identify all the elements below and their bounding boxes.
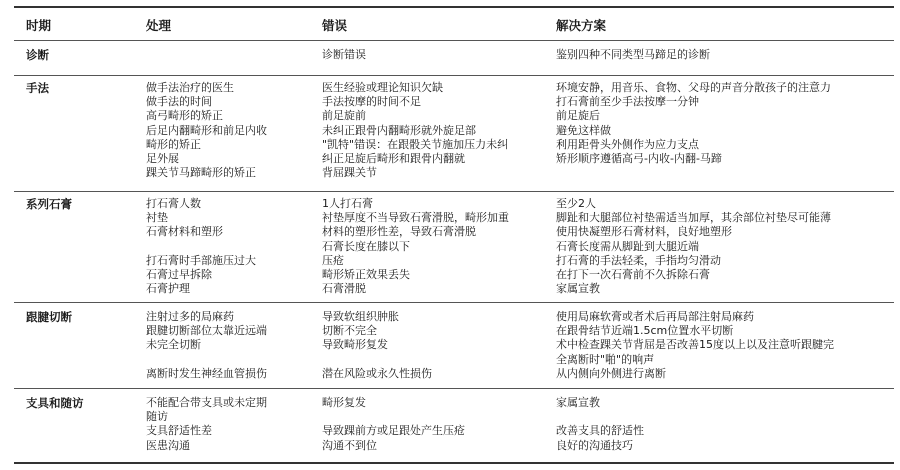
error-line: 1人打石膏 [322, 197, 373, 210]
error-line: 纠正足旋后畸形和跟骨内翻就 [322, 152, 465, 166]
error-line: 手法按摩的时间不足 [322, 95, 421, 109]
error-line: 前足旋前 [322, 109, 366, 123]
error-line: 畸形复发 [322, 396, 366, 409]
solution-line: 打石膏的手法轻柔，手指均匀滑动 [556, 253, 721, 267]
header-errors: 错误 [322, 18, 348, 33]
solution-line: 家属宣教 [556, 282, 600, 296]
treatment-line [146, 240, 322, 254]
solution-line: 术中检查踝关节背屈是否改善15度以上以及注意听跟腱完 [556, 338, 834, 352]
solution-line: 改善支具的舒适性 [556, 424, 644, 438]
solution-line [556, 410, 894, 424]
error-line: 材料的塑形性差，导致石膏滑脱 [322, 225, 476, 239]
bottom-rule [14, 462, 894, 464]
solutions-cell [556, 81, 894, 166]
error-line: 背屈踝关节 [322, 166, 377, 180]
error-line: 导致畸形复发 [322, 338, 388, 352]
error-line: 导致踝前方或足跟处产生压疮 [322, 424, 465, 438]
treatment-line: 跟腱切断部位太靠近远端 [146, 324, 267, 338]
table-row [14, 310, 894, 386]
error-line: 衬垫厚度不当导致石膏滑脱，畸形加重 [322, 211, 509, 225]
treatment-line: 衬垫 [146, 211, 168, 225]
treatment-line: 离断时发生神经血管损伤 [146, 366, 267, 380]
treatment-line: 注射过多的局麻药 [146, 310, 234, 323]
error-line: 导致软组织肿胀 [322, 310, 399, 323]
solution-line: 使用快凝塑形石膏材料，良好地塑形 [556, 225, 732, 239]
row-rule [14, 388, 894, 389]
treatment-line: 高弓畸形的矫正 [146, 109, 223, 123]
treatment-line: 做手法的时间 [146, 95, 212, 109]
table-row [14, 48, 894, 70]
solution-line: 从内侧向外侧进行离断 [556, 366, 666, 380]
errors-cell [322, 396, 556, 453]
treatment-line: 后足内翻畸形和前足内收 [146, 123, 267, 137]
errors-cell [322, 197, 556, 296]
error-text: 诊断错误 [322, 48, 366, 61]
error-line: 未纠正跟骨内翻畸形就外旋足部 [322, 123, 476, 137]
error-line: 畸形矫正效果丢失 [322, 268, 410, 282]
solution-line: 至少2人 [556, 197, 596, 210]
solution-line: 石膏长度需从脚趾到大腿近端 [556, 239, 699, 253]
treatment-line: 随访 [146, 410, 168, 424]
solution-line: 在打下一次石膏前不久拆除石膏 [556, 268, 710, 282]
row-rule [14, 75, 894, 76]
table-row [14, 197, 894, 301]
solution-line: 良好的沟通技巧 [556, 438, 633, 452]
header-solutions: 解决方案 [556, 18, 607, 33]
treatment-line: 石膏过早拆除 [146, 268, 212, 282]
treatment-line [146, 353, 322, 367]
solution-line: 利用距骨头外侧作为应力支点 [556, 137, 699, 151]
treatment-line: 足外展 [146, 152, 179, 166]
treatment-line: 踝关节马蹄畸形的矫正 [146, 166, 256, 180]
error-line: 沟通不到位 [322, 438, 377, 452]
period-label: 系列石膏 [26, 197, 72, 211]
solution-line: 脚趾和大腿部位衬垫需适当加厚，其余部位衬垫尽可能薄 [556, 211, 831, 225]
error-line: 石膏长度在膝以下 [322, 239, 410, 253]
treatment-line: 打石膏人数 [146, 197, 201, 210]
treatment-line: 医患沟通 [146, 438, 190, 452]
solution-line: 矫形顺序遵循高弓-内收-内翻-马蹄 [556, 152, 722, 166]
row-rule [14, 302, 894, 303]
table-row [14, 396, 894, 460]
period-label: 支具和随访 [26, 396, 84, 410]
solution-text: 鉴别四种不同类型马蹄足的诊断 [556, 48, 710, 61]
treatment-cell [146, 310, 322, 381]
solution-line: 前足旋后 [556, 109, 600, 123]
error-line: 医生经验或理论知识欠缺 [322, 81, 443, 94]
complications-table [14, 6, 894, 452]
treatment-cell [146, 396, 322, 453]
period-label: 跟腱切断 [26, 310, 72, 324]
treatment-line: 石膏护理 [146, 282, 190, 296]
error-line: "凯特"错误：在跟骰关节施加压力未纠 [322, 137, 509, 151]
error-line [322, 353, 556, 367]
header-period: 时期 [26, 18, 52, 33]
period-label: 诊断 [26, 48, 49, 62]
treatment-line: 畸形的矫正 [146, 137, 201, 151]
treatment-line: 打石膏时手部施压过大 [146, 253, 256, 267]
error-line: 切断不完全 [322, 324, 377, 338]
solution-line: 打石膏前至少手法按摩一分钟 [556, 95, 699, 109]
treatment-line: 不能配合带支具或未定期 [146, 396, 267, 409]
treatment-line: 未完全切断 [146, 338, 201, 352]
solution-line: 全离断时"啪"的响声 [556, 352, 655, 366]
errors-cell [322, 310, 556, 381]
header-row [14, 8, 894, 38]
treatment-line: 石膏材料和塑形 [146, 225, 223, 239]
treatment-line: 支具舒适性差 [146, 424, 212, 438]
solution-line: 在跟骨结节近端1.5cm位置水平切断 [556, 324, 734, 338]
solutions-cell [556, 396, 894, 453]
solution-line: 家属宣教 [556, 396, 600, 409]
error-line: 潜在风险或永久性损伤 [322, 366, 432, 380]
error-line: 石膏滑脱 [322, 282, 366, 296]
period-label: 手法 [26, 81, 49, 95]
treatment-line: 做手法治疗的医生 [146, 81, 234, 94]
table-row [14, 81, 894, 189]
row-rule [14, 191, 894, 192]
header-rule [14, 40, 894, 41]
treatment-cell [146, 81, 322, 180]
treatment-cell [146, 197, 322, 296]
error-line [322, 410, 556, 424]
solution-line: 环境安静，用音乐、食物、父母的声音分散孩子的注意力 [556, 81, 831, 94]
header-treatment: 处理 [146, 18, 172, 33]
solutions-cell [556, 197, 894, 296]
errors-cell [322, 81, 556, 180]
error-line: 压疮 [322, 253, 344, 267]
solution-line: 使用局麻软膏或者术后再局部注射局麻药 [556, 310, 754, 323]
solutions-cell [556, 310, 894, 381]
solution-line: 避免这样做 [556, 123, 611, 137]
